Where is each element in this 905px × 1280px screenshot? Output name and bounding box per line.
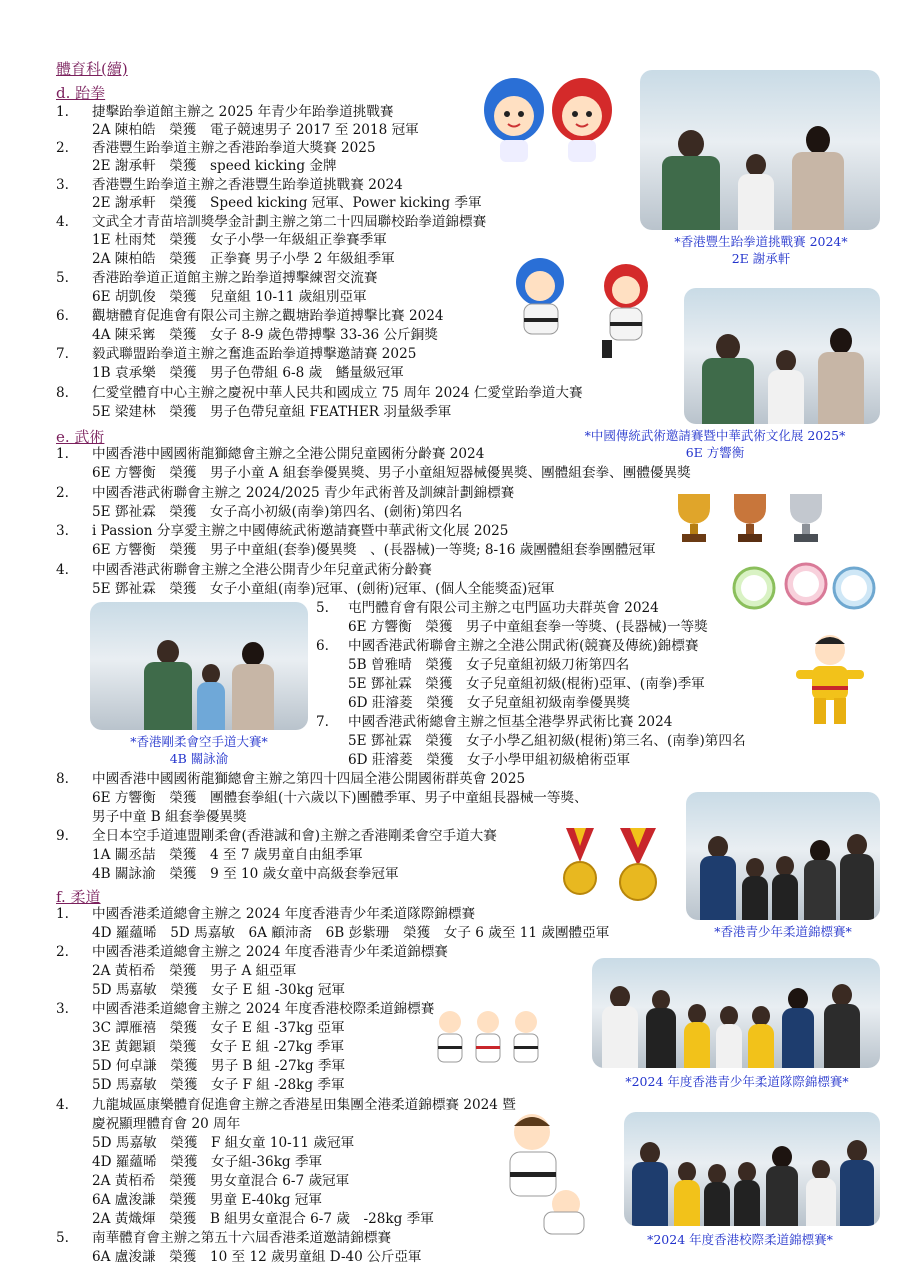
person-figure xyxy=(806,1160,836,1226)
list-number: 2. xyxy=(56,140,69,156)
list-item-title: 南華體育會主辦之第五十六屆香港柔道邀請錦標賽 xyxy=(92,1230,392,1246)
judo-kid-icon xyxy=(438,1011,462,1062)
person-figure xyxy=(804,840,836,920)
list-item-title: 香港豐生跆拳道主辦之香港豐生跆拳道挑戰賽 2024 xyxy=(92,177,403,193)
photo-caption: 6E 方響衡 xyxy=(685,445,745,460)
list-item-award: 2A 黃栢希 榮獲 男女童混合 6-7 歲冠軍 xyxy=(92,1173,350,1189)
list-item-title: i Passion 分享愛主辦之中國傳統武術邀請賽暨中華武術文化展 2025 xyxy=(92,523,509,539)
person-figure xyxy=(782,988,814,1068)
list-item-title-cont: 慶祝顯理體育會 20 周年 xyxy=(92,1116,241,1132)
gold-medal-icon xyxy=(620,828,656,900)
photo-judo-school xyxy=(624,1112,880,1226)
list-item-title: 中國香港武術總會主辦之恒基全港學界武術比賽 2024 xyxy=(348,714,673,730)
gold-trophy-icon xyxy=(678,494,710,542)
list-item-title: 觀塘體育促進會有限公司主辦之觀塘跆拳道搏擊比賽 2024 xyxy=(92,308,444,324)
section-heading-wushu: e. 武術 xyxy=(56,428,105,446)
person-figure xyxy=(700,334,756,424)
list-item-title: 中國香港武術聯會主辦之全港公開青少年兒童武術分齡賽 xyxy=(92,562,432,578)
person-figure xyxy=(766,350,806,424)
kungfu-kid-cartoon xyxy=(790,630,870,730)
list-number: 8. xyxy=(56,385,69,401)
photo-wushu-award xyxy=(684,288,880,424)
list-number: 7. xyxy=(316,714,329,730)
list-item-award: 6E 方響衡 榮獲 男子中童組(套拳)優異獎 、(長器械)一等獎; 8-16 歲團體組套拳團體冠軍 xyxy=(92,542,656,558)
list-item-title: 中國香港柔道總會主辦之 2024 年度香港青少年柔道隊際錦標賽 xyxy=(92,906,476,922)
trophies-decoration xyxy=(670,488,830,548)
list-item-award: 1A 關丞喆 榮獲 4 至 7 歲男童自由組季軍 xyxy=(92,847,363,863)
list-item-title: 香港豐生跆拳道主辦之香港跆拳道大獎賽 2025 xyxy=(92,140,376,156)
photo-karate-award xyxy=(90,602,308,730)
list-number: 2. xyxy=(56,485,69,501)
photo-caption: 2E 謝承軒 xyxy=(731,251,791,266)
list-item-award: 2A 陳柏皓 榮獲 正拳賽 男子小學 2 年級組季軍 xyxy=(92,251,395,267)
person-figure xyxy=(742,858,768,920)
list-item-title: 仁愛堂體育中心主辦之慶祝中華人民共和國成立 75 周年 2024 仁愛堂跆拳道大賽 xyxy=(92,385,583,401)
list-number: 1. xyxy=(56,906,69,922)
list-number: 1. xyxy=(56,446,69,462)
person-figure xyxy=(704,1164,730,1226)
list-item-title: 中國香港武術聯會主辦之 2024/2025 青少年武術普及訓練計劃錦標賽 xyxy=(92,485,515,501)
list-number: 1. xyxy=(56,104,69,120)
list-item-award: 4B 關詠渝 榮獲 9 至 10 歲女童中高級套拳冠軍 xyxy=(92,866,399,882)
list-number: 2. xyxy=(56,944,69,960)
person-figure xyxy=(142,640,194,730)
list-number: 5. xyxy=(56,1230,69,1246)
list-number: 9. xyxy=(56,828,69,844)
person-figure xyxy=(748,1006,774,1068)
list-item-award: 5D 馬嘉敏 榮獲 女子 F 組 -28kg 季軍 xyxy=(92,1077,345,1093)
judo-kids-cartoon xyxy=(430,1006,550,1076)
list-item-title: 中國香港武術聯會主辦之全港公開武術(競賽及傳統)錦標賽 xyxy=(348,638,699,654)
photo-caption: *2024 年度香港校際柔道錦標賽* xyxy=(647,1232,833,1247)
best-badge-icon xyxy=(786,564,826,604)
photo-judo-team xyxy=(592,958,880,1068)
bronze-trophy-icon xyxy=(734,494,766,542)
page-title: 體育科(續) xyxy=(56,60,128,78)
person-figure xyxy=(816,328,866,424)
list-number: 4. xyxy=(56,214,69,230)
gold-medals-decoration xyxy=(560,826,670,906)
list-item-title: 中國香港中國國術龍獅總會主辦之全港公開兒童國術分齡賽 2024 xyxy=(92,446,485,462)
section-heading-taekwondo: d. 跆拳 xyxy=(56,84,106,102)
list-number: 5. xyxy=(316,600,329,616)
list-item-award: 5D 何卓謙 榮獲 男子 B 組 -27kg 季軍 xyxy=(92,1058,346,1074)
list-item-title: 全日本空手道連盟剛柔會(香港誠和會)主辦之香港剛柔會空手道大賽 xyxy=(92,828,497,844)
blue-helmet-kid-icon xyxy=(484,78,544,162)
photo-caption: *2024 年度香港青少年柔道隊際錦標賽* xyxy=(625,1074,849,1089)
list-item-award: 2E 謝承軒 榮獲 speed kicking 金牌 xyxy=(92,158,337,174)
judo-kid-icon xyxy=(476,1011,500,1062)
person-figure xyxy=(700,836,736,920)
list-item-award: 6E 胡凱俊 榮獲 兒童組 10-11 歲組別亞軍 xyxy=(92,289,367,305)
red-helmet-kid-icon xyxy=(552,78,612,162)
list-item-title: 中國香港柔道總會主辦之 2024 年度香港校際柔道錦標賽 xyxy=(92,1001,435,1017)
list-item-award: 6D 莊濬菱 榮獲 女子兒童組初級南拳優異獎 xyxy=(348,695,631,711)
blue-fighter-icon xyxy=(516,258,564,334)
list-item-award: 6D 莊濬菱 榮獲 女子小學甲組初級槍術亞軍 xyxy=(348,752,631,768)
list-number: 4. xyxy=(56,562,69,578)
person-figure xyxy=(716,1006,742,1068)
list-item-award: 5E 梁建林 榮獲 男子色帶兒童組 FEATHER 羽量級季軍 xyxy=(92,404,452,420)
best-badges-decoration xyxy=(730,562,880,618)
list-item-award: 6E 方響衡 榮獲 團體套拳組(十六歲以下)團體季軍、男子中童組長器械一等獎、 xyxy=(92,790,588,806)
list-item-award: 5E 鄧祉霖 榮獲 女子兒童組初級(棍術)亞軍、(南拳)季軍 xyxy=(348,676,705,692)
list-item-title: 中國香港柔道總會主辦之 2024 年度香港青少年柔道錦標賽 xyxy=(92,944,448,960)
person-figure xyxy=(602,986,638,1068)
list-item-award: 5D 馬嘉敏 榮獲 女子 E 組 -30kg 冠軍 xyxy=(92,982,346,998)
taekwondo-helmet-cartoons xyxy=(478,68,618,168)
best-badge-icon xyxy=(834,568,874,608)
list-number: 3. xyxy=(56,177,69,193)
gold-medal-icon xyxy=(564,828,596,894)
list-item-award: 3E 黃鍶穎 榮獲 女子 E 組 -27kg 季軍 xyxy=(92,1039,345,1055)
list-item-award: 2E 謝承軒 榮獲 Speed kicking 冠軍、Power kicking 季軍 xyxy=(92,195,482,211)
person-figure xyxy=(196,664,226,730)
list-item-title: 屯門體育會有限公司主辦之屯門區功夫群英會 2024 xyxy=(348,600,659,616)
list-item-award: 4D 羅蘊晞 榮獲 女子組-36kg 季軍 xyxy=(92,1154,323,1170)
list-item-award: 1E 杜雨梵 榮獲 女子小學一年級組正拳賽季軍 xyxy=(92,232,387,248)
list-item-award: 6A 盧浚謙 榮獲 10 至 12 歲男童組 D-40 公斤亞軍 xyxy=(92,1249,422,1265)
person-figure xyxy=(840,1140,874,1226)
list-item-award: 4D 羅蘊晞 5D 馬嘉敏 6A 顧沛斋 6B 彭紫珊 榮獲 女子 6 歲至 11 歲團體亞軍 xyxy=(92,925,610,941)
list-item-award: 5B 曾雅晴 榮獲 女子兒童組初級刀術第四名 xyxy=(348,657,630,673)
list-number: 6. xyxy=(316,638,329,654)
photo-caption: *香港豐生跆拳道挑戰賽 2024* xyxy=(674,234,848,249)
photo-caption: *香港青少年柔道錦標賽* xyxy=(714,924,852,939)
photo-caption: *香港剛柔會空手道大賽* xyxy=(130,734,268,749)
person-figure xyxy=(772,856,798,920)
person-figure xyxy=(658,130,724,230)
list-number: 8. xyxy=(56,771,69,787)
photo-judo-youth xyxy=(686,792,880,920)
list-number: 4. xyxy=(56,1097,69,1113)
list-item-award: 3C 譚雁禧 榮獲 女子 E 組 -37kg 亞軍 xyxy=(92,1020,345,1036)
list-number: 3. xyxy=(56,523,69,539)
photo-caption: *中國傳統武術邀請賽暨中華武術文化展 2025* xyxy=(584,428,846,443)
taekwondo-fighters-cartoon xyxy=(506,252,676,362)
person-figure xyxy=(840,834,874,920)
list-number: 7. xyxy=(56,346,69,362)
person-figure xyxy=(734,1162,760,1226)
list-item-title: 捷擊跆拳道館主辦之 2025 年青少年跆拳道挑戰賽 xyxy=(92,104,394,120)
list-item-title: 毅武聯盟跆拳道主辦之奮進盃跆拳道搏擊邀請賽 2025 xyxy=(92,346,417,362)
list-item-award: 2A 黃栢希 榮獲 男子 A 組亞軍 xyxy=(92,963,297,979)
judo-kid-icon xyxy=(514,1011,538,1062)
list-item-award: 1B 袁承樂 榮獲 男子色帶組 6-8 歲 鰭量級冠軍 xyxy=(92,365,404,381)
list-item-award: 5E 鄧祉霖 榮獲 女子高小初級(南拳)第四名、(劍術)第四名 xyxy=(92,504,463,520)
person-figure xyxy=(230,642,276,730)
list-item-award: 6E 方響衡 榮獲 男子小童 A 組套拳優異獎、男子小童組短器械優異獎、團體組套拳、團體優異獎 xyxy=(92,465,691,481)
section-heading-judo: f. 柔道 xyxy=(56,888,101,906)
person-figure xyxy=(824,984,860,1068)
list-item-award: 5D 馬嘉敏 榮獲 F 組女童 10-11 歲冠軍 xyxy=(92,1135,355,1151)
list-number: 3. xyxy=(56,1001,69,1017)
best-badge-icon xyxy=(734,568,774,608)
list-item-award: 男子中童 B 組套拳優異獎 xyxy=(92,809,247,825)
person-figure xyxy=(684,1004,710,1068)
red-fighter-icon xyxy=(602,264,648,358)
list-item-award: 2A 陳柏皓 榮獲 電子競速男子 2017 至 2018 冠軍 xyxy=(92,122,419,138)
list-item-award: 2A 黃熾煇 榮獲 B 組男女童混合 6-7 歲 -28kg 季軍 xyxy=(92,1211,434,1227)
person-figure xyxy=(736,154,776,230)
judo-throw-cartoon xyxy=(484,1108,594,1238)
silver-trophy-icon xyxy=(790,494,822,542)
list-number: 6. xyxy=(56,308,69,324)
person-figure xyxy=(632,1142,668,1226)
list-item-award: 6E 方響衡 榮獲 男子中童組套拳一等獎、(長器械)一等獎 xyxy=(348,619,708,635)
person-figure xyxy=(788,126,848,230)
photo-caption: 4B 關詠渝 xyxy=(169,751,229,766)
list-item-award: 6A 盧浚謙 榮獲 男童 E-40kg 冠軍 xyxy=(92,1192,322,1208)
list-item-title: 香港跆拳道正道館主辦之跆拳道搏擊練習交流賽 xyxy=(92,270,378,286)
list-item-title: 文武全才青苗培訓獎學金計劃主辦之第二十四屆聯校跆拳道錦標賽 xyxy=(92,214,487,230)
list-item-award: 5E 鄧祉霖 榮獲 女子小童組(南拳)冠軍、(劍術)冠軍、(個人全能獎盃)冠軍 xyxy=(92,581,555,597)
list-item-title: 九龍城區康樂體育促進會主辦之香港星田集團全港柔道錦標賽 2024 暨 xyxy=(92,1097,516,1113)
list-number: 5. xyxy=(56,270,69,286)
list-item-title: 中國香港中國國術龍獅總會主辦之第四十四屆全港公開國術群英會 2025 xyxy=(92,771,526,787)
person-figure xyxy=(646,990,676,1068)
list-item-award: 4A 陳采寗 榮獲 女子 8-9 歲色帶搏擊 33-36 公斤銅獎 xyxy=(92,327,438,343)
list-item-award: 5E 鄧祉霖 榮獲 女子小學乙組初級(棍術)第三名、(南拳)第四名 xyxy=(348,733,746,749)
person-figure xyxy=(674,1162,700,1226)
person-figure xyxy=(766,1146,798,1226)
photo-taekwondo-award xyxy=(640,70,880,230)
